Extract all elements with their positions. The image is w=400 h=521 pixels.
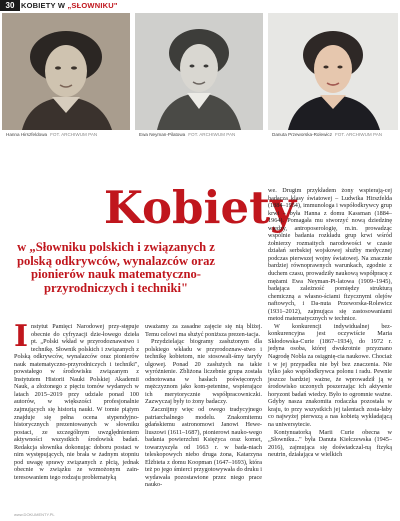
portrait-photo-przeworska-rolewicz — [268, 13, 398, 130]
photo-caption-1: Hanna Hirszfeldowa FOT. ARCHIWUM PAN — [6, 132, 98, 137]
section-accent: „SŁOWNIKU" — [67, 1, 118, 10]
text-column-2 — [145, 323, 262, 489]
paragraph: Zacznijmy więc od owego tradycyjnego patriarchalnego modelu. Znakomitemu gdańskiemu astronomowi Janowi Hewe-liuszowi (1611–1687), pionierowi nauko-wego badania powierzchni Księżyca oraz komet, towarzyszyła od 1663 r. w bada-niach teleskopowych niebo druga żona, Katarzyna Elżbieta z domu Koopman (1647–1693), która też po jego śmierci przygotowywała do druku i wydawała pozostawione przez niego prace nauko- — [145, 406, 262, 489]
header-bar — [0, 0, 400, 11]
photo-caption-2: Ewa Neyman-Pilatowa FOT. ARCHIWUM PAN — [139, 132, 236, 137]
portrait-strip — [0, 13, 400, 141]
paragraph: W konkurencji indywidualnej bez-konkurencyjna jest oczywiście Maria Skłodowska-Curie (1867–1934), do 1972 r. jedyna osoba, której dwukrotnie przyznano Nagrodę Nobla za osiągnię-cia naukowe. Chociaż i w jej przypadku nie był bez znaczenia. Nie tylko jako współodkrywca polonu i radu. Pewnie jeszcze bardziej ważne, że wprowadził ją w środowisko uczonych poszerzając ich aktywnie horyzont badań wiedzy. Było to ogromnie ważne. Gdyby nasza znakomita rodaczka pozostała w kraju, to przy wszystkich jej talentach zosta-łaby co najwyżej pierwszą a nas kobietą wykładającą na uniwersytecie. — [268, 322, 392, 428]
paragraph-lead: Instytut Pamięci Narodowej przy-stępuje obecnie do cyfryzacji dzie-łowego dzieła pt. „Polski wkład w przyrodoznawstwo i technikę. Słownik polskich i związanych z Polską odkrywców, wynalazców oraz pionierów nauk matematyczno-przyrodniczych i techniki", powstałego w środowisku związanym z Instytutem Historii Nauki Polskiej Akademii Nauk, a złożonego z pięciu tomów wydanych w latach 2015–2019 przy udziale ponad 100 autorów, w większości profesjonalnie zajmujących się historią nauki. W tomie piątym znajduje się pełna ocena stypendyjno-historycznych prezentowanych w słowniku postaci, ze szczególnym uwzględnieniem aktywności wszystkich środowisk badań. Redakcja słownika dokonując doboru postaci w nim występujących, nie brała w żadnym stopniu pod uwagę sprawy związanych z płcią, jednak obecnie w związku ze wzmożonym zain-teresowaniem tego rodzaju problematyką — [14, 319, 139, 481]
text-column-3 — [268, 187, 392, 459]
paragraph: Przydzielając biogramy zasłużonym dla polskiego wkładu w przyrodoznaw-stwo i technikę kobietom, nie stosowali-śmy taryfy ulgowej. Ponad 20 zasłużych na takie wyróżnienie. Zbliżona liczebnie grupa została odnotowana w hasłach poświęconych mężczyznom jako kom-petentne, wspierające ich merytorycznie współpracowniczki. Zazwyczaj były to żony badaczy. — [145, 338, 262, 406]
paragraph: we. Drugim przykładem żony wspierają-cej badacza klasy światowej – Ludwika Hirszfelda (1884–1954), immunologa i współodkrywcy grup krwi – była Hanna z domu Kassman (1884–1964). Pomagała mu stworzyć nową dziedzinę wiedzy, antroposerologię, m.in. prowadząc wspólnie badania rozkładu grup krwi wśród żołnierzy rozmaitych narodowości w czasie działań serbskiej wojskowej służby medycznej podczas pierwszej wojny światowej. Na znacznie bardziej równoprawnych warunkach, zgodnie z duchem czasu, prowadziły naukową współpracę z mężami Ewa Neyman-Pi-latowa (1909–1945), badająca zależność pomiędzy strukturą chemiczną a własno-ściami fizycznymi olejów naftowych, i Da-nuta Przeworska-Rolewicz (1931–2012), zajmująca się zastosowaniami metod matematycznych w technice. — [268, 187, 392, 323]
footer-url: www.DOKUMENTY.PL — [14, 512, 55, 517]
section-label — [21, 0, 118, 11]
portrait-photo-hirszfeldowa — [2, 13, 130, 130]
page-number: 30 — [0, 0, 20, 11]
drop-cap: I — [14, 319, 29, 354]
section-prefix: KOBIETY W — [21, 1, 68, 10]
text-column-1 — [14, 319, 139, 481]
portrait-photo-neyman-pilatowa — [135, 13, 263, 130]
article-title: Kobiety — [103, 181, 297, 234]
paragraph: Kontynuatorką Marii Curie obecna w „Słowniku..." była Danuta Kiełczewska (1945–2016), zajmująca się doświadczal-ną fizyką neutrin, działająca w wielkich — [268, 428, 392, 459]
paragraph: uważamy za zasadne zajęcie się nią bliżej. Temu celowi ma służyć poniższa prezen-tacja. — [145, 323, 262, 338]
article-subtitle: w „Słowniku polskich i związanych z polską odkrywców, wynalazców oraz pionierów nauk matematyczno-przyrodniczych i techniki" — [16, 240, 215, 295]
photo-caption-3: Danuta Przeworska-Rolewicz FOT. ARCHIWUM PAN — [272, 132, 383, 137]
